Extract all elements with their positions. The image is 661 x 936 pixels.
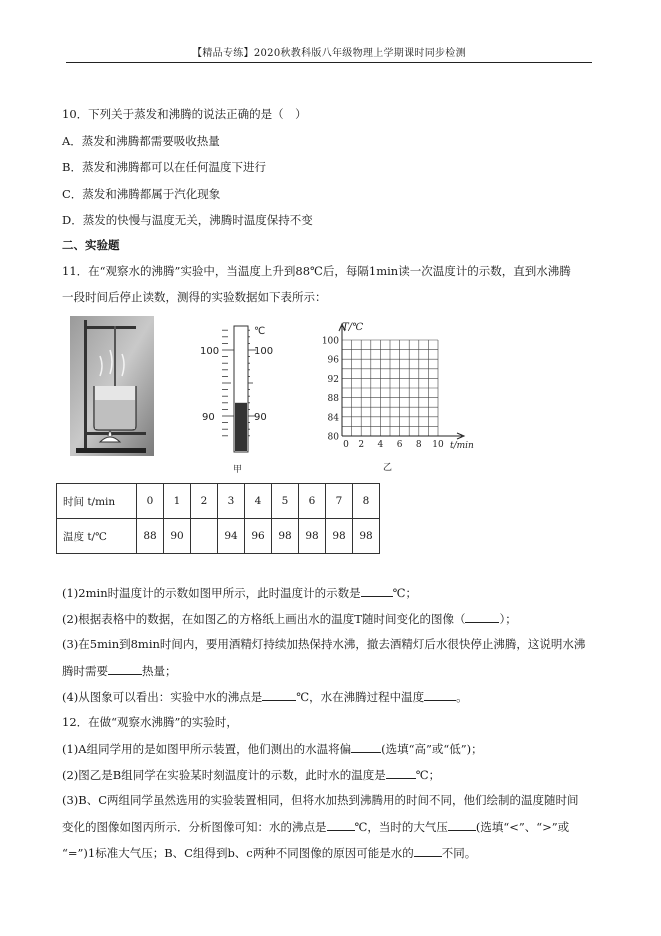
thermometer-figure <box>196 322 292 458</box>
time-cell: 3 <box>218 484 245 519</box>
q12-sub3-mid: ℃，当时的大气压 <box>354 820 448 834</box>
q11-stem-line1: 11．在“观察水的沸腾”实验中，当温度上升到88℃后，每隔1min读一次温度计的示数，直到水沸腾 <box>62 264 571 278</box>
thermometer-caption: 甲 <box>233 465 243 475</box>
y-tick-label: 84 <box>327 413 339 424</box>
q11-sub2 <box>62 610 517 627</box>
x-tick-label: 10 <box>432 440 444 450</box>
q12-sub2-end: ℃； <box>415 768 441 782</box>
x-tick-label: 0 <box>343 440 349 450</box>
q12-sub3-end: 不同。 <box>441 846 477 860</box>
graph-axes <box>339 324 464 439</box>
x-tick-label: 8 <box>415 440 422 450</box>
answer-blank[interactable] <box>108 662 142 675</box>
q11-sub4 <box>62 688 468 705</box>
time-header: 时间 t/min <box>57 484 137 519</box>
q11-sub1-text: (1)2min时温度计的示数如图甲所示，此时温度计的示数是 <box>62 586 361 600</box>
q12-sub2 <box>62 766 440 783</box>
answer-blank[interactable] <box>414 844 442 857</box>
temperature-cell: 90 <box>164 519 191 554</box>
q11-sub4-mid: ℃，水在沸腾过程中温度 <box>296 690 425 704</box>
thermometer-liquid-column <box>235 403 247 451</box>
q11-sub1-unit: ℃； <box>392 586 417 600</box>
thermometer-tick-90-right: 90 <box>254 412 267 423</box>
answer-blank[interactable] <box>351 740 381 753</box>
x-tick-label: 4 <box>377 440 384 450</box>
q11-sub2-text: (2)根据表格中的数据，在如图乙的方格纸上画出水的温度T随时间变化的图像（ <box>62 612 466 626</box>
temperature-cell <box>191 519 218 554</box>
data-table <box>56 483 380 554</box>
graph-caption: 乙 <box>383 463 393 473</box>
q12-sub1-text: (1)A组同学用的是如图甲所示装置，他们测出的水温将偏 <box>62 742 352 756</box>
temperature-cell: 98 <box>326 519 353 554</box>
temperature-header: 温度 t/℃ <box>57 519 137 554</box>
time-cell: 5 <box>272 484 299 519</box>
answer-blank[interactable] <box>448 818 476 831</box>
q12-sub3-text: 变化的图像如图丙所示．分析图像可知：水的沸点是 <box>62 820 327 834</box>
q12-sub1 <box>62 740 483 757</box>
thermometer-tick-100-left: 100 <box>200 346 220 357</box>
q10-option-b: B．蒸发和沸腾都可以在任何温度下进行 <box>62 160 266 174</box>
y-tick-label: 88 <box>327 394 339 405</box>
table-row-temperature <box>57 519 380 554</box>
boiling-apparatus-figure <box>70 316 154 456</box>
temperature-cell: 98 <box>353 519 380 554</box>
q12-sub3-line1: (3)B、C两组同学虽然选用的实验装置相同，但将水加热到沸腾用的时间不同，他们绘制的温度随时间 <box>62 793 579 807</box>
graph-x-axis-label: t/min <box>450 441 474 451</box>
graph-y-axis-label: T/℃ <box>342 322 364 333</box>
q11-sub3-end: 热量； <box>142 664 177 678</box>
time-cell: 1 <box>164 484 191 519</box>
answer-blank[interactable] <box>424 688 456 701</box>
y-tick-label: 80 <box>327 432 339 443</box>
page-header: 【精品专练】2020秋教科版八年级物理上学期课时同步检测 <box>192 48 466 59</box>
answer-blank[interactable] <box>327 818 355 831</box>
temperature-cell: 88 <box>137 519 164 554</box>
q10-option-a: A．蒸发和沸腾都需要吸收热量 <box>62 134 220 148</box>
answer-blank[interactable] <box>386 766 416 779</box>
y-tick-label: 100 <box>321 336 339 347</box>
thermometer-tick-90-left: 90 <box>202 412 215 423</box>
temperature-cell: 94 <box>218 519 245 554</box>
q12-stem: 12．在做“观察水沸腾”的实验时， <box>62 715 238 729</box>
q12-sub2-text: (2)图乙是B组同学在实验某时刻温度计的示数，此时水的温度是 <box>62 768 386 782</box>
thermometer-unit-label: ℃ <box>254 326 266 337</box>
time-cell: 8 <box>353 484 380 519</box>
temperature-time-grid <box>312 318 482 468</box>
q10-option-c: C．蒸发和沸腾都属于汽化现象 <box>62 187 221 201</box>
time-cell: 6 <box>299 484 326 519</box>
graph-tick-labels <box>322 337 444 451</box>
q11-sub3-line1: (3)在5min到8min时间内，要用酒精灯持续加热保持水沸，撤去酒精灯后水很快停止沸腾，这说明水沸 <box>62 637 586 651</box>
y-tick-label: 96 <box>327 355 339 366</box>
temperature-cell: 98 <box>272 519 299 554</box>
q12-sub1-end: (选填“高”或“低”)； <box>381 742 483 756</box>
q12-sub3-line3 <box>62 844 476 861</box>
q11-sub2-end: ）； <box>499 612 517 626</box>
q11-sub3-text: 腾时需要 <box>62 664 108 678</box>
y-tick-label: 92 <box>327 374 339 385</box>
answer-blank[interactable] <box>262 688 296 701</box>
time-cell: 4 <box>245 484 272 519</box>
section-title: 二、实验题 <box>62 238 120 252</box>
q12-sub3-text2: “=”)1标准大气压；B、C组得到b、c两种不同图像的原因可能是水的 <box>62 846 414 860</box>
q11-sub3-line2 <box>62 662 177 679</box>
time-cell: 7 <box>326 484 353 519</box>
q12-sub3-line2 <box>62 818 569 835</box>
header-divider <box>66 62 592 63</box>
time-cell: 2 <box>191 484 218 519</box>
q10-stem: 10．下列关于蒸发和沸腾的说法正确的是（ ） <box>62 107 307 121</box>
q11-sub4-end: 。 <box>456 690 468 704</box>
temperature-cell: 96 <box>245 519 272 554</box>
x-tick-label: 6 <box>396 440 403 450</box>
answer-blank[interactable] <box>465 610 499 623</box>
q11-sub4-text: (4)从图象可以看出：实验中水的沸点是 <box>62 690 263 704</box>
temperature-cell: 98 <box>299 519 326 554</box>
answer-blank[interactable] <box>361 584 393 597</box>
q11-sub1 <box>62 584 417 601</box>
thermometer-tick-100-right: 100 <box>254 346 274 357</box>
q12-sub3-choice: (选填“<”、“>”或 <box>475 820 570 834</box>
table-row-time <box>57 484 380 519</box>
time-cell: 0 <box>137 484 164 519</box>
q11-stem-line2: 一段时间后停止读数，测得的实验数据如下表所示： <box>62 290 327 304</box>
x-tick-label: 2 <box>358 440 365 450</box>
q10-option-d: D．蒸发的快慢与温度无关，沸腾时温度保持不变 <box>62 213 313 227</box>
graph-grid <box>342 340 438 436</box>
